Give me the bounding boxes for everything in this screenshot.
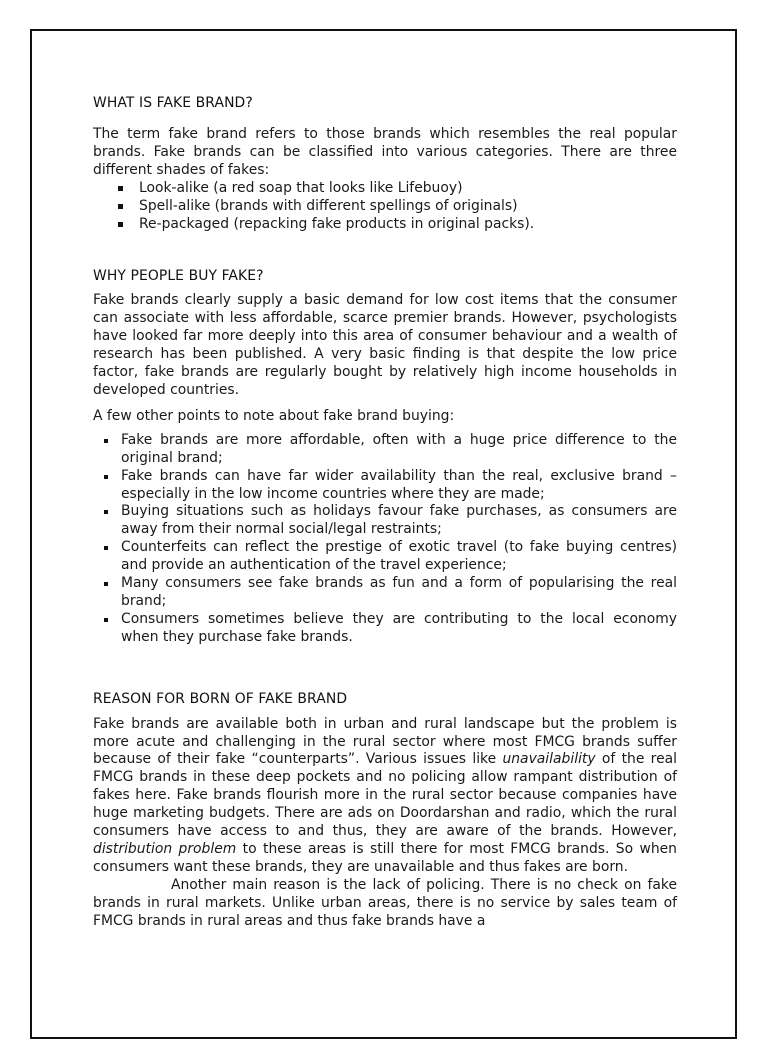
heading-why-people-buy-fake: WHY PEOPLE BUY FAKE?: [93, 268, 264, 285]
list-item: Fake brands can have far wider availability than the real, exclusive brand – especially in the low income countries where they are made;: [93, 468, 677, 504]
page-content: [93, 93, 677, 931]
list-item: Consumers sometimes believe they are contributing to the local economy when they purchase fake brands.: [93, 611, 677, 647]
policing-paragraph: Another main reason is the lack of policing. There is no check on fake brands in rural markets. Unlike urban areas, there is no service by sales team of FMCG brands in rural areas and thus fake brands have a: [93, 876, 677, 929]
document-page: [30, 29, 737, 1039]
list-item: Look-alike (a red soap that looks like Lifebuoy): [93, 180, 677, 198]
list-item: Re-packaged (repacking fake products in original packs).: [93, 216, 677, 234]
fake-buying-points-list: [93, 432, 677, 647]
list-item: Fake brands are more affordable, often with a huge price difference to the original brand;: [93, 432, 677, 468]
points-intro-paragraph: A few other points to note about fake brand buying:: [93, 407, 455, 424]
intro-paragraph: The term fake brand refers to those brands which resembles the real popular brands. Fake brands can be classified into various categories. There are three different shades of fakes:: [93, 126, 677, 178]
fake-shades-list: [93, 180, 677, 234]
list-item: Buying situations such as holidays favour fake purchases, as consumers are away from their normal social/legal restraints;: [93, 503, 677, 539]
list-item: Counterfeits can reflect the prestige of exotic travel (to fake buying centres) and provide an authentication of the travel experience;: [93, 539, 677, 575]
reason-text: Fake brands are available both in urban and rural landscape but the problem is more acute and challenging in the rural sector where most FMCG brands suffer because of their fake “counterparts”. Various issues like: [93, 715, 677, 768]
heading-what-is-fake-brand: WHAT IS FAKE BRAND?: [93, 95, 253, 111]
reason-text: to these areas is still there for most FMCG brands. So when consumers want these brands, they are unavailable and thus fakes are born.: [93, 841, 677, 875]
why-buy-paragraph: Fake brands clearly supply a basic demand for low cost items that the consumer can associate with less affordable, scarce premier brands. However, psychologists have looked far more deeply into this area of consumer behaviour and a wealth of research has been published. A very basic finding is that despite the low price factor, fake brands are regularly bought by relatively high income households in developed countries.: [93, 292, 677, 398]
emphasis-unavailability: unavailability: [502, 751, 596, 768]
reason-paragraph: [93, 716, 677, 877]
emphasis-distribution-problem: distribution problem: [93, 841, 237, 857]
list-item: Many consumers see fake brands as fun and a form of popularising the real brand;: [93, 575, 677, 611]
list-item: Spell-alike (brands with different spellings of originals): [93, 198, 677, 216]
heading-reason-for-born: REASON FOR BORN OF FAKE BRAND: [93, 690, 348, 707]
reason-text: of the real FMCG brands in these deep pockets and no policing allow rampant distribution of fakes here. Fake brands flourish more in the rural sector because companies have huge marketing budgets. There are ads on Doordarshan and radio, which the rural consumers have access to and thus, they are aware of the brands. However,: [93, 751, 677, 840]
